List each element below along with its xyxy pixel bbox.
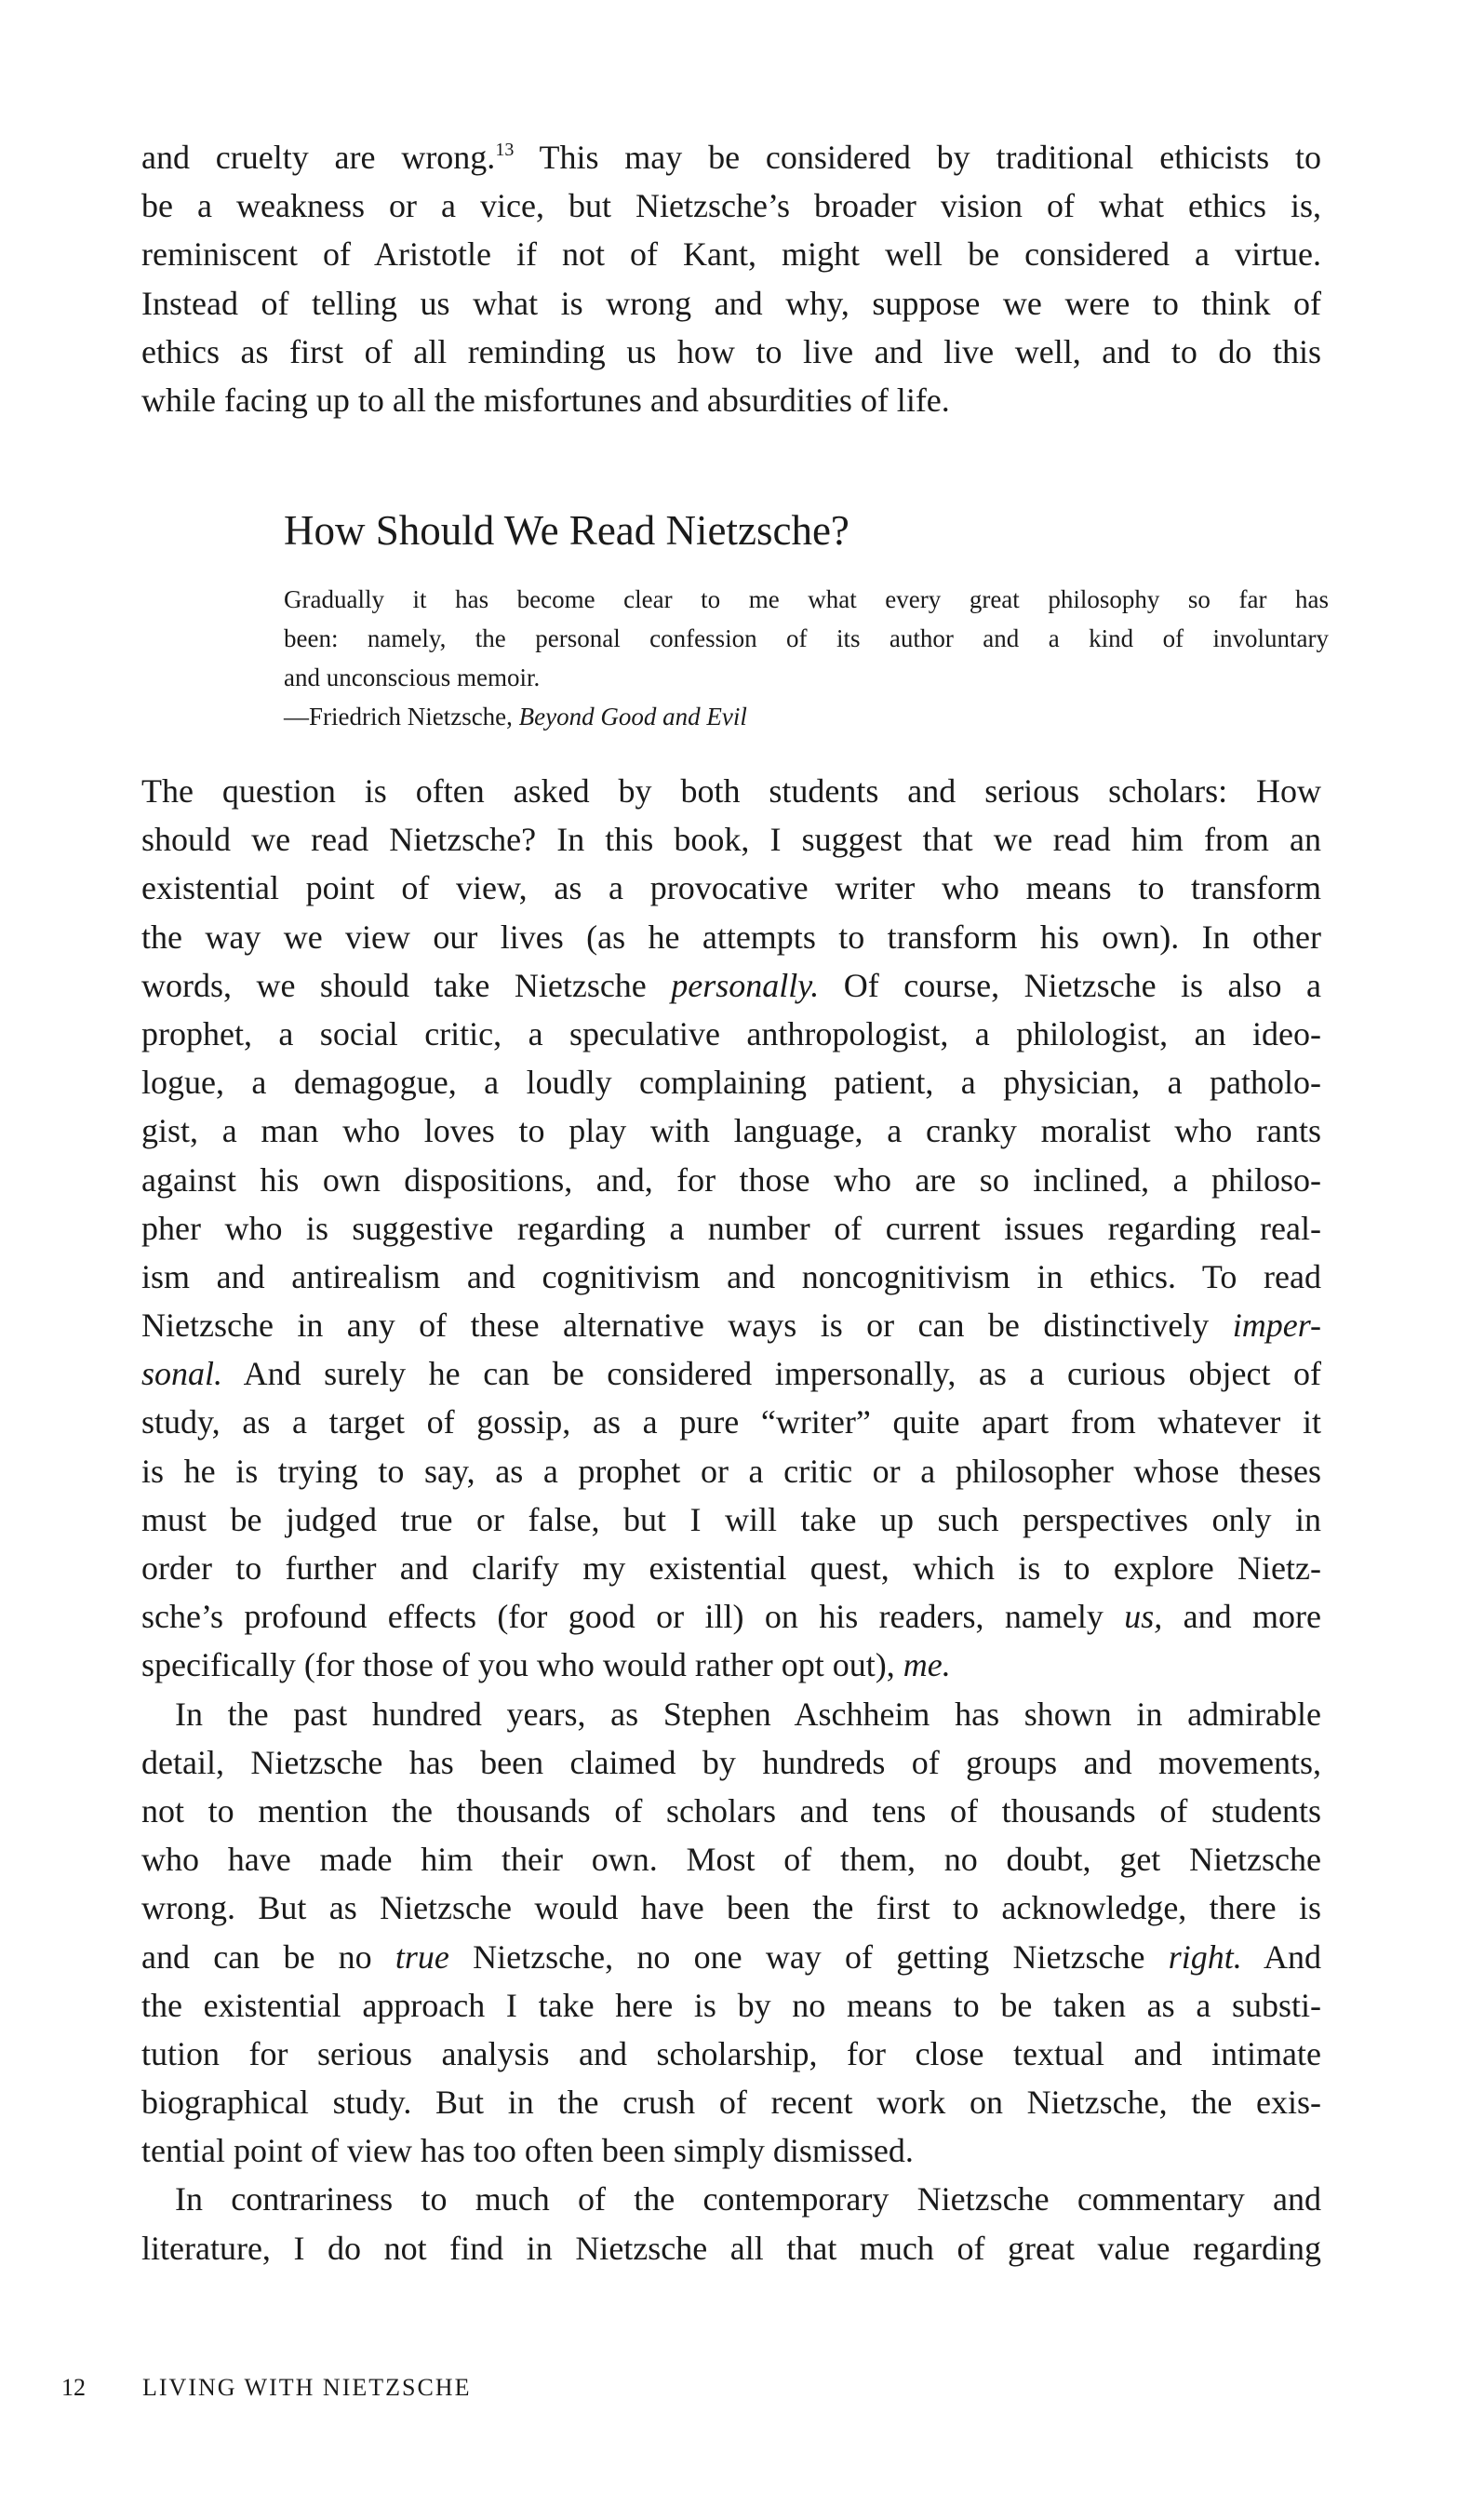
text-line	[284, 658, 1329, 697]
text-span: The question is often asked by both students and serious scholars: How	[141, 772, 1321, 810]
text-span: Gradually it has become clear to me what every great philosophy so far has	[284, 585, 1329, 613]
text-span: biographical study. But in the crush of recent work on Nietzsche, the exis-	[141, 2084, 1321, 2122]
text-span: literature, I do not find in Nietzsche all that much of great value regarding	[141, 2229, 1321, 2267]
italic-text: me.	[903, 1646, 951, 1684]
text-line	[141, 1981, 1321, 2030]
text-line	[141, 1398, 1321, 1446]
page-number: 12	[61, 2374, 86, 2401]
text-span: This may be considered by traditional ethicists to	[514, 139, 1322, 176]
text-line	[141, 1883, 1321, 1932]
text-span: and unconscious memoir.	[284, 664, 541, 691]
paragraph-continued	[141, 133, 1321, 424]
text-line	[141, 815, 1321, 864]
text-span: must be judged true or false, but I will take up such perspectives only in	[141, 1500, 1321, 1538]
text-span: And surely he can be considered impersonally, as a curious object of	[222, 1355, 1321, 1393]
text-line	[141, 1204, 1321, 1253]
text-span: Instead of telling us what is wrong and why, suppose we were to think of	[141, 284, 1321, 322]
text-line	[141, 133, 1321, 181]
text-line	[141, 1106, 1321, 1155]
text-span: ethics as first of all reminding us how to live and live well, and to do this	[141, 332, 1321, 370]
text-span: In contrariness to much of the contemporary Nietzsche commentary and	[175, 2180, 1321, 2218]
footnote-ref: 13	[495, 140, 515, 160]
text-span: Nietzsche in any of these alternative ways is or can be distinctively	[141, 1307, 1233, 1345]
text-span: should we read Nietzsche? In this book, I suggest that we read him from an	[141, 821, 1321, 859]
text-line	[141, 1447, 1321, 1495]
text-line	[141, 1349, 1321, 1398]
text-line	[284, 697, 1329, 736]
text-line	[141, 1835, 1321, 1883]
text-line	[284, 619, 1329, 658]
text-span: not to mention the thousands of scholars and tens of thousands of students	[141, 1791, 1321, 1830]
body-text	[141, 767, 1321, 2272]
text-line	[141, 1592, 1321, 1641]
text-span: tution for serious analysis and scholarship, for close textual and intimate	[141, 2034, 1321, 2072]
text-line	[141, 767, 1321, 815]
text-line	[141, 1253, 1321, 1301]
text-line	[141, 961, 1321, 1010]
text-line	[141, 1641, 1321, 1689]
text-span: existential point of view, as a provocative writer who means to transform	[141, 869, 1321, 907]
text-line	[141, 1787, 1321, 1835]
italic-text: imper-	[1232, 1307, 1321, 1345]
text-line	[141, 376, 1321, 424]
text-span: detail, Nietzsche has been claimed by hundreds of groups and movements,	[141, 1743, 1321, 1781]
italic-text: us,	[1124, 1598, 1163, 1636]
text-line	[141, 2224, 1321, 2272]
text-line	[141, 864, 1321, 912]
text-line	[141, 1738, 1321, 1787]
text-span: and cruelty are wrong.	[141, 139, 496, 176]
text-span: while facing up to all the misfortunes and absurdities of life.	[141, 381, 950, 419]
text-line	[141, 279, 1321, 328]
running-head: LIVING WITH NIETZSCHE	[142, 2374, 472, 2401]
text-span: Of course, Nietzsche is also a	[819, 966, 1321, 1004]
text-span: logue, a demagogue, a loudly complaining patient, a physician, a patholo-	[141, 1064, 1321, 1102]
text-line	[141, 230, 1321, 278]
text-span: gist, a man who loves to play with language, a cranky moralist who rants	[141, 1112, 1321, 1150]
paragraph	[141, 1690, 1321, 2176]
text-span: study, as a target of gossip, as a pure “writer” quite apart from whatever it	[141, 1403, 1321, 1441]
text-span: specifically (for those of you who would rather opt out),	[141, 1646, 903, 1684]
italic-text: true	[395, 1937, 449, 1976]
epigraph	[284, 580, 1329, 736]
text-line	[141, 2078, 1321, 2126]
italic-text: Beyond Good and Evil	[518, 703, 747, 731]
text-span: ism and antirealism and cognitivism and noncognitivism in ethics. To read	[141, 1257, 1321, 1295]
text-line	[141, 1010, 1321, 1058]
text-span: against his own dispositions, and, for those who are so inclined, a philoso-	[141, 1160, 1321, 1199]
text-span: tential point of view has too often been simply dismissed.	[141, 2132, 914, 2170]
text-line	[141, 1058, 1321, 1106]
text-line	[141, 1933, 1321, 1981]
text-span: the existential approach I take here is by no means to be taken as a substi-	[141, 1986, 1321, 2024]
text-span: been: namely, the personal confession of its author and a kind of involuntary	[284, 624, 1329, 652]
italic-text: right.	[1168, 1937, 1242, 1976]
text-line	[141, 181, 1321, 230]
italic-text: personally.	[671, 966, 820, 1004]
text-span: order to further and clarify my existential quest, which is to explore Nietz-	[141, 1549, 1321, 1587]
text-line	[141, 2126, 1321, 2175]
text-line	[141, 2030, 1321, 2078]
text-line	[141, 1495, 1321, 1544]
text-span: is he is trying to say, as a prophet or a critic or a philosopher whose theses	[141, 1452, 1321, 1490]
text-line	[141, 1156, 1321, 1204]
text-span: who have made him their own. Most of them, no doubt, get Nietzsche	[141, 1841, 1321, 1879]
text-span: be a weakness or a vice, but Nietzsche’s broader vision of what ethics is,	[141, 187, 1321, 225]
italic-text: sonal.	[141, 1355, 223, 1393]
text-line	[141, 1301, 1321, 1349]
paragraph	[141, 2175, 1321, 2272]
text-line	[141, 913, 1321, 961]
text-line	[141, 1544, 1321, 1592]
text-span: the way we view our lives (as he attempts to transform his own). In other	[141, 918, 1321, 956]
text-span: wrong. But as Nietzsche would have been the first to acknowledge, there is	[141, 1889, 1321, 1927]
text-line	[141, 1690, 1321, 1738]
page-footer	[61, 2371, 471, 2405]
text-line	[284, 580, 1329, 619]
text-span: reminiscent of Aristotle if not of Kant, might well be considered a virtue.	[141, 235, 1321, 274]
text-line	[141, 2175, 1321, 2223]
text-span: Nietzsche, no one way of getting Nietzsche	[448, 1937, 1169, 1976]
text-span: sche’s profound effects (for good or ill) on his readers, namely	[141, 1598, 1125, 1636]
paragraph	[141, 767, 1321, 1690]
text-span: and can be no	[141, 1937, 395, 1976]
section-heading: How Should We Read Nietzsche?	[284, 507, 849, 554]
text-span: prophet, a social critic, a speculative anthropologist, a philologist, an ideo-	[141, 1014, 1321, 1052]
text-span: In the past hundred years, as Stephen Aschheim has shown in admirable	[175, 1695, 1321, 1733]
text-span: —Friedrich Nietzsche,	[284, 703, 519, 731]
text-line	[141, 328, 1321, 376]
text-span: And	[1241, 1937, 1321, 1976]
text-span: words, we should take Nietzsche	[141, 966, 672, 1004]
text-span: and more	[1162, 1598, 1321, 1636]
text-span: pher who is suggestive regarding a number of current issues regarding real-	[141, 1209, 1321, 1247]
